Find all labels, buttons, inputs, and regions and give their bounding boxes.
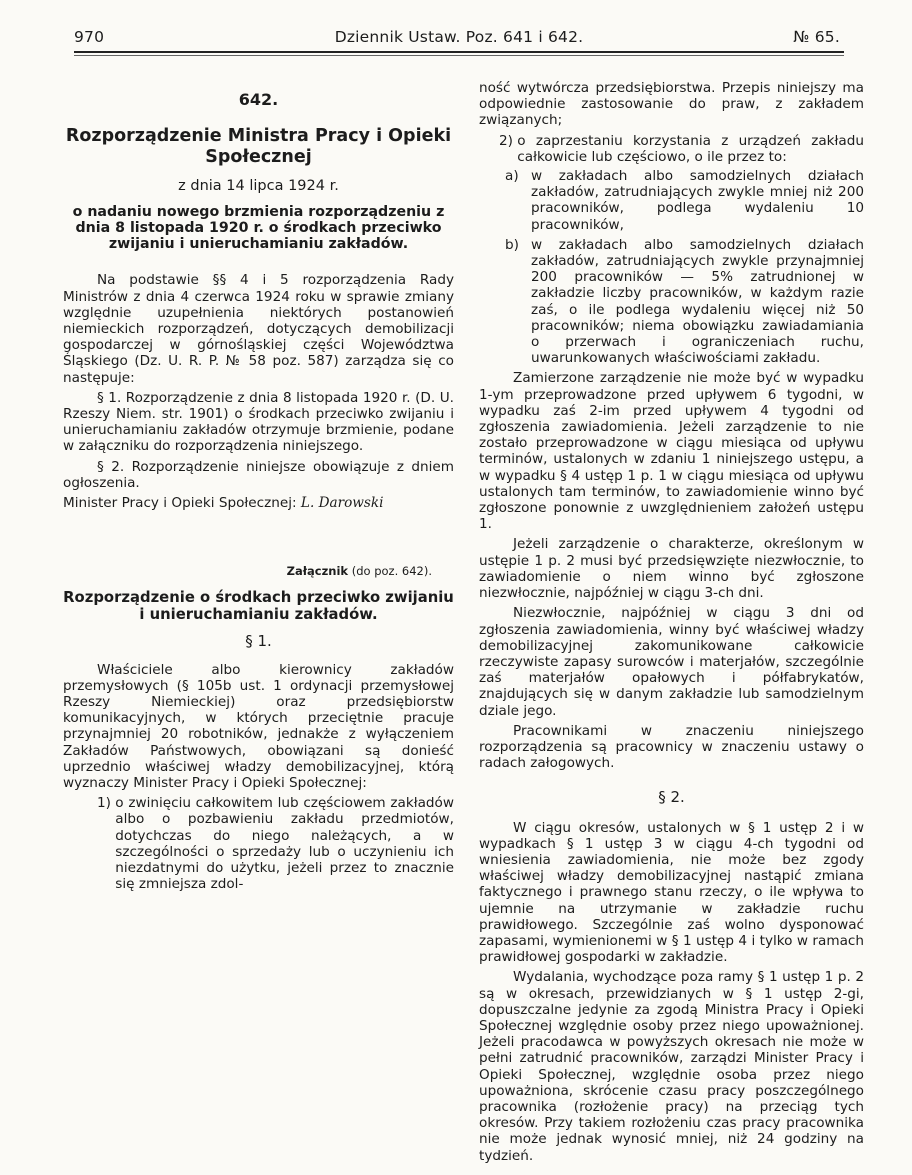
paragraph-workers: Pracownikami w znaczeniu niniejszego rozporządzenia są pracownicy w znaczeniu ustawy o radach załogowych. bbox=[479, 722, 864, 772]
signature-name: L. Darowski bbox=[300, 495, 384, 512]
right-column bbox=[479, 80, 864, 1168]
paragraph-stocks: Niezwłocznie, najpóźniej w ciągu 3 dni od zgłoszenia zawiadomienia, winny być właściwej władzy demobilizacyjnej zakomunikowane całkowicie rzeczywiste zapasy surowców i materjałów, szczególnie zaś materjałów opałowych i półfabrykatów, znajdujących się w danym zakładzie lub samodzielnym dziale jego. bbox=[479, 605, 864, 719]
sub-item-a bbox=[505, 168, 864, 233]
regulation-date: z dnia 14 lipca 1924 r. bbox=[178, 178, 339, 195]
paragraph-deadline: Zamierzone zarządzenie nie może być w wypadku 1-ym przeprowadzone przed upływem 6 tygodni, w wypadku zaś 2-im przed upływem 4 tygodni od zgłoszenia zawiadomienia. Jeżeli zarządzenie to nie zostało przeprowadzone w ciągu miesiąca od upływu terminów, ustalonych w zdaniu 1 niniejszego ustępu, a w wypadku § 4 ustęp 1 p. 1 w ciągu miesiąca od upływu ustalonych tam terminów, to zawiadomienie winno być zgłoszone ponownie z uwzględnieniem założeń ustępu 1. bbox=[479, 370, 864, 533]
position-number: 642. bbox=[238, 90, 279, 109]
paragraph-state-change: W ciągu okresów, ustalonych w § 1 ustęp 2 i w wypadkach § 1 ustęp 3 w ciągu 4-ch tygodni od wniesienia zawiadomienia, nie może bez zgody właściwej władzy demobilizacyjnej nastąpić zmiana faktycznego i prawnego stanu rzeczy, o ile wpływa to ujemnie na utrzymanie w zakładzie ruchu prawidłowego. Szczególnie zaś wolno dysponować zapasami, wymienionemi w § 1 ustęp 4 i tylko w ramach prawidłowej gospodarki w zakładzie. bbox=[479, 819, 864, 966]
intro-paragraph: Na podstawie §§ 4 i 5 rozporządzenia Rady Ministrów z dnia 4 czerwca 1924 roku w sprawie zmiany względnie uzupełnienia niektórych postanowień niemieckich rozporządzeń, dotyczących demobilizacji gospodarczej w górnośląskiej części Województwa Śląskiego (Dz. U. R. P. № 58 poz. 587) zarządza się co następuje: bbox=[63, 272, 454, 386]
attachment-ref: (do poz. 642). bbox=[351, 564, 432, 579]
signature-label: Minister Pracy i Opieki Społecznej: bbox=[63, 495, 297, 512]
attachment-heading bbox=[63, 563, 432, 579]
sub-item-a-text: w zakładach albo samodzielnych działach zakładów, zatrudniających zwykle mniej niż 200 pracowników, podlega wydaleniu 10 pracowników, bbox=[531, 168, 864, 233]
continuation-text: ność wytwórcza przedsiębiorstwa. Przepis niniejszy ma odpowiednie zastosowanie do praw, z zakładem związanych; bbox=[479, 80, 864, 129]
sub-item-a-label: a) bbox=[505, 168, 519, 185]
sub-item-b bbox=[505, 237, 864, 367]
paragraph-dismissals: Wydalania, wychodzące poza ramy § 1 ustęp 1 p. 2 są w okresach, przewidzianych w § 1 ustęp 2-gi, dopuszczalne jedynie za zgodą Ministra Pracy i Opieki Społecznej względnie osoby przez niego upoważnionej. Jeżeli pracodawca w powyższych okresach nie może w pełni zatrudnić pracowników, zarządzi Minister Pracy i Opieki Społecznej, względnie osoba przez niego upoważniona, skrócenie czasu pracy poszczególnego pracownika (rozłożenie pracy) na przeciąg tych okresów. Przy takiem rozłożeniu czas pracy pracownika nie może jednak wynosić mniej, niż 24 godziny na tydzień. bbox=[479, 969, 864, 1164]
list-item-1-label: 1) bbox=[97, 795, 111, 812]
header-rule bbox=[74, 51, 844, 53]
page-number: 970 bbox=[74, 28, 105, 46]
section-2-heading: § 2. bbox=[658, 788, 685, 807]
list-item-2 bbox=[499, 133, 864, 165]
attachment-title: Rozporządzenie o środkach przeciwko zwijaniu i unieruchamianiu zakładów. bbox=[63, 589, 454, 624]
regulation-subject: o nadaniu nowego brzmienia rozporządzeniu z dnia 8 listopada 1920 r. o środkach przeciwko zwijaniu i unieruchamianiu zakładów. bbox=[72, 204, 445, 253]
attachment-label: Załącznik bbox=[286, 564, 349, 579]
list-item-1-text: o zwinięciu całkowitem lub częściowem zakładów albo o pozbawieniu zakładu przedmiotów, dotychczas do niego należących, a w szczególności o sprzedaży lub o uczynieniu ich niezdatnymi do użytku, jeżeli przez to znacznie się zmniejsza zdol- bbox=[115, 795, 454, 893]
section-1-intro: Właściciele albo kierownicy zakładów przemysłowych (§ 105b ust. 1 ordynacji przemysłowej Rzeszy Niemieckiej) oraz przedsiębiorstw komunikacyjnych, w których przeciętnie pracuje przynajmniej 20 robotników, jednakże z wyłączeniem Zakładów Państwowych, obowiązani są donieść uprzednio właściwej władzy demobilizacyjnej, którą wyznaczy Minister Pracy i Opieki Społecznej: bbox=[63, 661, 454, 792]
paragraph-immediate: Jeżeli zarządzenie o charakterze, określonym w ustępie 1 p. 2 musi być przedsięwzięte niezwłocznie, to zawiadomienie o niem winno być zgłoszone niezwłocznie, najpóźniej w ciągu 3-ch dni. bbox=[479, 536, 864, 602]
regulation-title: Rozporządzenie Ministra Pracy i Opieki Społecznej bbox=[65, 126, 452, 168]
list-item-1 bbox=[97, 795, 454, 892]
sub-item-b-text: w zakładach albo samodzielnych działach zakładów, zatrudniających zwykle przynajmniej 200 pracowników — 5% zatrudnionej w zakładzie liczby pracowników, w każdym razie zaś, o ile podlega wydaleniu więcej niż 50 pracowników; niema obowiązku zawiadamiania o przerwach i ograniczeniach ruchu, uwarunkowanych właściwościami zakładu. bbox=[531, 236, 864, 367]
paragraph-2: § 2. Rozporządzenie niniejsze obowiązuje z dniem ogłoszenia. bbox=[63, 458, 454, 491]
signature bbox=[63, 495, 454, 511]
issue-number: № 65. bbox=[793, 28, 840, 46]
header-rule-thin bbox=[74, 55, 844, 56]
paragraph-1: § 1. Rozporządzenie z dnia 8 listopada 1920 r. (D. U. Rzeszy Niem. str. 1901) o środkach przeciwko zwijaniu i unieruchamianiu zakładów otrzymuje brzmienie, podane w załączniku do rozporządzenia niniejszego. bbox=[63, 389, 454, 455]
page-header bbox=[74, 22, 844, 52]
journal-title: Dziennik Ustaw. Poz. 641 i 642. bbox=[334, 28, 584, 46]
list-item-2-label: 2) bbox=[499, 132, 513, 149]
sub-item-b-label: b) bbox=[505, 236, 519, 253]
left-column bbox=[63, 80, 454, 896]
section-1-heading: § 1. bbox=[245, 632, 272, 651]
list-item-2-text: o zaprzestaniu korzystania z urządzeń zakładu całkowicie lub częściowo, o ile przez to: bbox=[517, 132, 864, 165]
